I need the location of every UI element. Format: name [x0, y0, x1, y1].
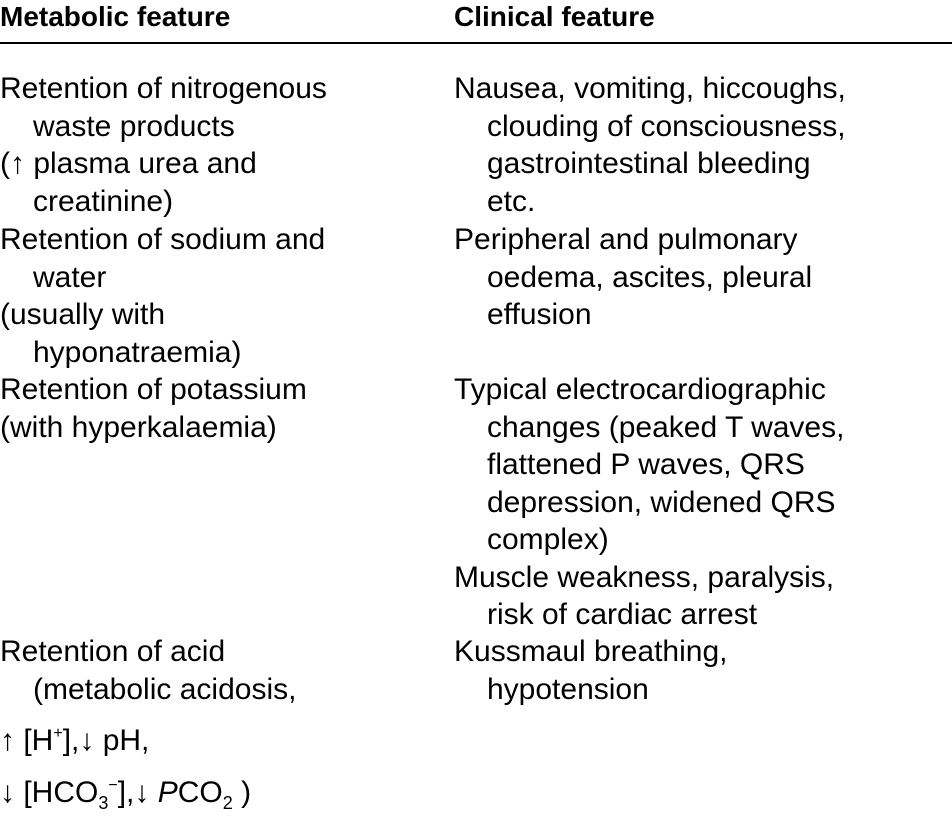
- table-row-2-clinical: [454, 221, 952, 334]
- formula-superscript: +: [53, 725, 63, 742]
- formula-text: pH,: [94, 724, 150, 757]
- cell-line: hyponatraemia): [33, 335, 242, 369]
- cell-line: (↑ plasma urea and: [0, 147, 257, 180]
- cell-line: changes (peaked T waves,: [487, 410, 845, 444]
- formula-subscript: 2: [222, 793, 233, 813]
- cell-line: Kussmaul breathing,: [454, 635, 728, 668]
- cell-line: Peripheral and pulmonary: [454, 223, 798, 256]
- formula-italic: P: [157, 776, 178, 809]
- formula-line-1: [0, 708, 440, 760]
- cell-line: oedema, ascites, pleural: [487, 260, 813, 294]
- down-arrow-icon: ↓: [79, 724, 95, 757]
- formula-text: ): [232, 776, 252, 809]
- cell-line: Nausea, vomiting, hiccoughs,: [454, 72, 846, 105]
- formula-text: ],: [62, 724, 80, 757]
- down-arrow-icon: ↓: [0, 776, 15, 809]
- cell-line: clouding of consciousness,: [487, 109, 846, 143]
- cell-line: Retention of acid: [0, 635, 226, 668]
- cell-line: (metabolic acidosis,: [33, 672, 297, 706]
- cell-line: complex): [487, 523, 609, 556]
- formula-text: CO: [177, 776, 223, 809]
- cell-line: Retention of potassium: [0, 373, 307, 406]
- header-divider: [0, 42, 952, 44]
- cell-line: etc.: [487, 184, 536, 218]
- formula-line-2: [0, 760, 440, 812]
- cell-line: hypotension: [487, 672, 649, 706]
- up-arrow-icon: ↑: [0, 724, 15, 757]
- table-row-2-metabolic: [0, 221, 440, 371]
- cell-line: Retention of nitrogenous: [0, 72, 327, 105]
- cell-line: effusion: [487, 298, 592, 331]
- cell-line: flattened P waves, QRS: [487, 448, 805, 481]
- header-clinical-feature: Clinical feature: [454, 1, 655, 32]
- cell-line: depression, widened QRS: [487, 485, 836, 519]
- down-arrow-icon: ↓: [134, 776, 150, 809]
- cell-line: gastrointestinal bleeding: [487, 147, 811, 180]
- cell-line: (usually with: [0, 298, 166, 331]
- formula-subscript: 3: [98, 793, 109, 813]
- cell-line: (with hyperkalaemia): [0, 410, 277, 444]
- formula-text: [H: [23, 724, 54, 757]
- cell-line: Retention of sodium and: [0, 223, 326, 256]
- table-row-1-clinical: [454, 70, 952, 220]
- cell-line: waste products: [33, 109, 235, 143]
- table-row-3-clinical: [454, 371, 952, 634]
- formula-text: ],: [117, 776, 135, 809]
- cell-line: risk of cardiac arrest: [487, 598, 758, 631]
- table-row-1-metabolic: [0, 70, 440, 220]
- cell-line: Muscle weakness, paralysis,: [454, 560, 835, 594]
- table-row-3-metabolic: [0, 371, 440, 446]
- header-metabolic-feature: Metabolic feature: [0, 1, 231, 32]
- formula-superscript: −: [108, 777, 118, 794]
- formula-text: [HCO: [23, 776, 99, 809]
- acidosis-formula: [0, 708, 440, 812]
- cell-line: Typical electrocardiographic: [454, 373, 826, 406]
- table-row-4-clinical: [454, 633, 952, 708]
- cell-line: water: [33, 260, 107, 294]
- cell-line: creatinine): [33, 184, 174, 218]
- table-row-4-metabolic: [0, 633, 440, 812]
